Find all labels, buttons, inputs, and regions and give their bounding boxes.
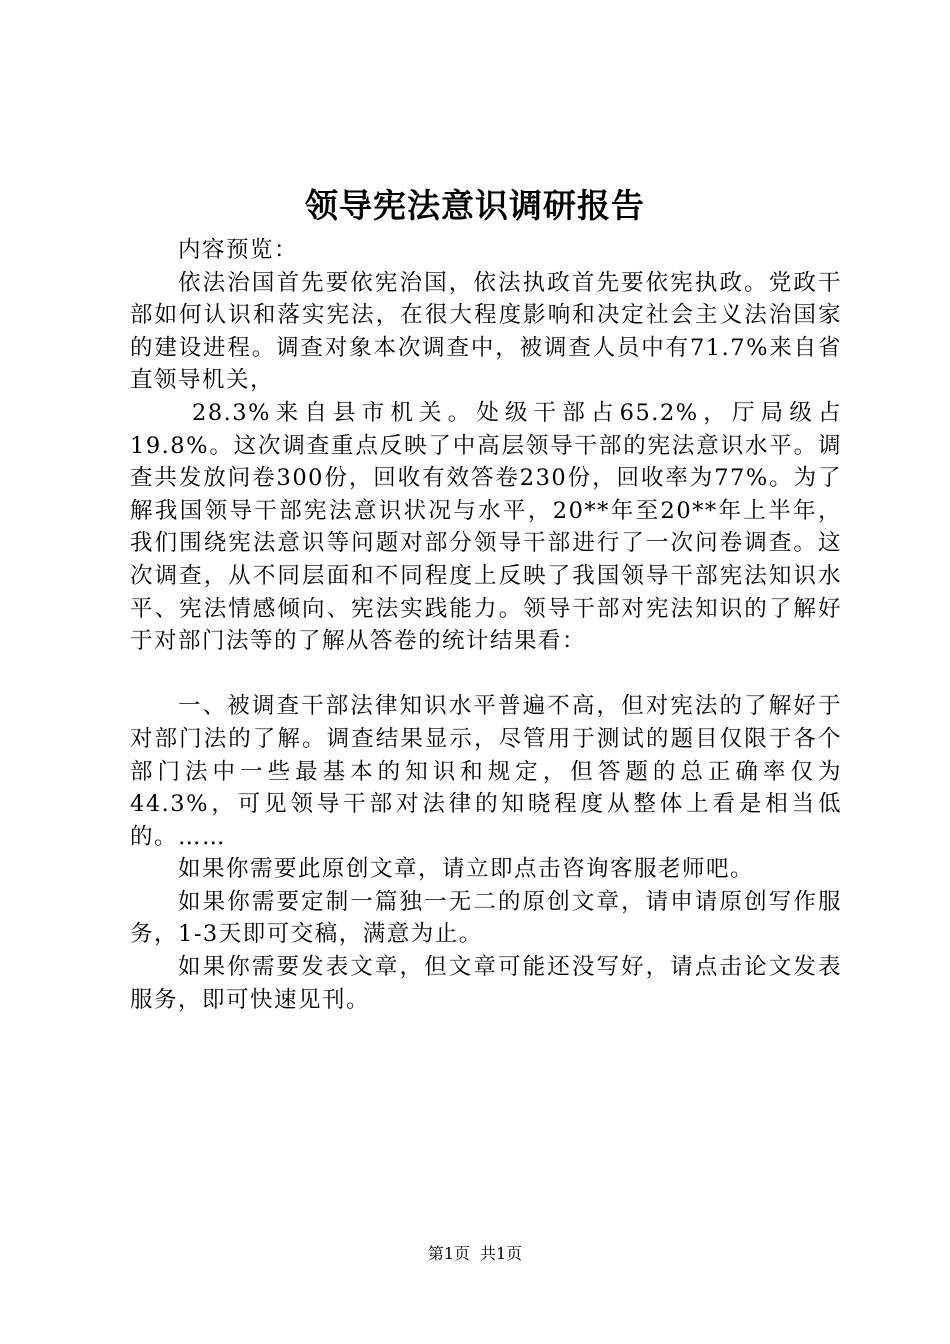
paragraph-finding-one: 一、被调查干部法律知识水平普遍不高，但对宪法的了解好于对部门法的了解。调查结果显示，尽管用于测试的题目仅限于各个部门法中一些最基本的知识和规定，但答题的总正确率仅为44.3%，可见领导干部对法律的知晓程度从整体上看是相当低的。…… (130, 693, 842, 850)
page-number: 第1页 (427, 1244, 470, 1263)
paragraph-statistics: 28.3%来自县市机关。处级干部占65.2%，厅局级占19.8%。这次调查重点反映了中高层领导干部的宪法意识水平。调查共发放问卷300份，回收有效答卷230份，回收率为77%。为了解我国领导干部宪法意识状况与水平，20**年至20**年上半年，我们围绕宪法意识等问题对部分领导干部进行了一次问卷调查。这次调查，从不同层面和不同程度上反映了我国领导干部宪法知识水平、宪法情感倾向、宪法实践能力。领导干部对宪法知识的了解好于对部门法等的了解从答卷的统计结果看： (130, 399, 842, 655)
paragraph-custom-writing: 如果你需要定制一篇独一无二的原创文章，请申请原创写作服务，1-3天即可交稿，满意为止。 (130, 888, 842, 948)
paragraph-contact-service: 如果你需要此原创文章，请立即点击咨询客服老师吧。 (178, 856, 755, 883)
paragraph-intro: 依法治国首先要依宪治国，依法执政首先要依宪执政。党政干部如何认识和落实宪法，在很大程度影响和决定社会主义法治国家的建设进程。调查对象本次调查中，被调查人员中有71.7%来自省直领导机关， (130, 269, 842, 394)
preview-label: 内容预览： (178, 237, 299, 263)
page-total: 共1页 (480, 1244, 523, 1263)
page-footer (0, 1242, 950, 1266)
paragraph-publishing-service: 如果你需要发表文章，但文章可能还没写好，请点击论文发表服务，即可快速见刊。 (130, 954, 842, 1013)
document-title: 领导宪法意识调研报告 (305, 186, 645, 225)
document-body (130, 234, 842, 1016)
paragraph-spacer (130, 658, 842, 691)
